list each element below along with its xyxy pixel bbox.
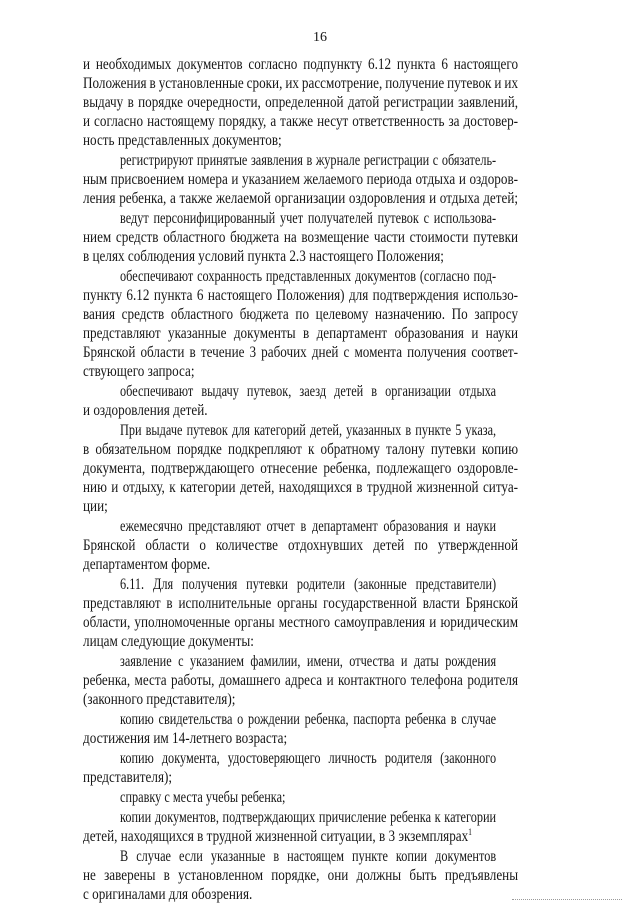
text-line xyxy=(83,324,630,343)
text-line xyxy=(120,749,630,768)
text-line xyxy=(83,74,630,93)
text-line-content: представляют указанные документы в департамент образования и науки xyxy=(83,325,519,342)
text-line-content: и согласно настоящему порядку, а также несут ответственность за достовер- xyxy=(83,113,519,130)
text-line xyxy=(83,497,630,516)
text-line-content: выдачу в порядке очередности, определенной датой регистрации заявлений, xyxy=(83,94,519,111)
text-line-content: копию документа, удостоверяющего личность родителя (законного xyxy=(120,750,497,767)
text-line xyxy=(120,788,630,807)
text-line-content: ребенка, места работы, домашнего адреса и контактного телефона родителя xyxy=(83,672,519,689)
text-line-content: 6.11. Для получения путевки родители (законные представители) xyxy=(120,576,497,593)
text-line xyxy=(83,440,630,459)
text-line-content: ным присвоением номера и указанием желаемого периода отдыха и оздоров- xyxy=(83,171,519,188)
text-line xyxy=(83,93,630,112)
text-line xyxy=(83,690,630,709)
page-number: 16 xyxy=(313,30,327,45)
text-line-content: копию свидетельства о рождении ребенка, паспорта ребенка в случае xyxy=(120,711,497,728)
text-line-content: Брянской области в течение 3 рабочих дней с момента получения соответ- xyxy=(83,344,519,361)
text-line-content: При выдаче путевок для категорий детей, указанных в пункте 5 указа, xyxy=(120,422,497,439)
text-line-content: документа, подтверждающего отнесение ребенка, подлежащего оздоровле- xyxy=(83,460,519,477)
text-line-content: нием средств областного бюджета на возмещение части стоимости путевки xyxy=(83,229,519,246)
text-line xyxy=(83,613,630,632)
text-line xyxy=(83,286,630,305)
text-line xyxy=(83,729,630,748)
text-line xyxy=(83,112,630,131)
text-line xyxy=(83,555,630,574)
text-line-content: ведут персонифицированный учет получателей путевок с использова- xyxy=(120,210,497,227)
text-line-content: ежемесячно представляют отчет в департамент образования и науки xyxy=(120,518,497,535)
text-line xyxy=(120,710,630,729)
text-line-content: ствующего запроса; xyxy=(83,363,195,380)
text-line-content: Брянской области о количестве отдохнувших детей по утвержденной xyxy=(83,537,519,554)
footnote-marker: 1 xyxy=(468,827,473,837)
text-line xyxy=(83,131,630,150)
text-line xyxy=(83,536,630,555)
text-line xyxy=(83,478,630,497)
text-line xyxy=(120,267,630,286)
text-line-content: представляют в исполнительные органы государственной власти Брянской xyxy=(83,595,519,612)
text-line-content: (законного представителя); xyxy=(83,691,236,708)
text-line-content: ность представленных документов; xyxy=(83,132,282,149)
text-line xyxy=(83,632,630,651)
text-line xyxy=(83,228,630,247)
text-line-content: ции; xyxy=(83,498,108,515)
text-line-content: области, уполномоченные органы местного самоуправления и юридическим xyxy=(83,614,519,631)
text-line xyxy=(83,247,630,266)
text-line xyxy=(83,866,630,885)
text-line xyxy=(83,343,630,362)
text-line xyxy=(83,401,630,420)
text-line-content: обеспечивают сохранность представленных документов (согласно под- xyxy=(120,268,497,285)
text-line xyxy=(83,827,630,846)
text-line xyxy=(120,847,630,866)
text-line-content: в целях соблюдения условий пункта 2.3 настоящего Положения; xyxy=(83,248,444,265)
text-line-content: справку с места учебы ребенка; xyxy=(120,789,286,806)
text-line-content: департаментом форме. xyxy=(83,556,211,573)
text-line-content: копии документов, подтверждающих причисление ребенка к категории xyxy=(120,809,497,826)
text-line xyxy=(120,808,630,827)
text-line-content: и оздоровления детей. xyxy=(83,402,208,419)
text-line-content: лицам следующие документы: xyxy=(83,633,254,650)
text-line-content: не заверены в установленном порядке, они должны быть предъявлены xyxy=(83,867,519,884)
text-line-content: представителя); xyxy=(83,769,173,786)
text-line xyxy=(120,575,630,594)
text-line xyxy=(83,55,630,74)
text-line-content: в обязательном порядке подкрепляют к обратному талону путевки копию xyxy=(83,441,519,458)
text-line xyxy=(83,671,630,690)
text-line xyxy=(120,517,630,536)
text-line xyxy=(120,652,630,671)
text-line xyxy=(83,170,630,189)
text-line xyxy=(83,189,630,208)
text-line-content: Положения в установленные сроки, их рассмотрение, получение путевок и их xyxy=(83,75,519,92)
text-line-content: ления ребенка, а также желаемой организации оздоровления и отдыха детей; xyxy=(83,190,519,207)
text-line xyxy=(83,459,630,478)
text-line xyxy=(120,209,630,228)
text-line xyxy=(120,151,630,170)
text-line-content: заявление с указанием фамилии, имени, отчества и даты рождения xyxy=(120,653,497,670)
text-line xyxy=(83,594,630,613)
text-line xyxy=(120,421,630,440)
text-line-content: регистрируют принятые заявления в журнале регистрации с обязатель- xyxy=(120,152,497,169)
text-line-content: и необходимых документов согласно подпункту 6.12 пункта 6 настоящего xyxy=(83,56,519,73)
text-line-content: нию и отдыху, к категории детей, находящихся в трудной жизненной ситуа- xyxy=(83,479,519,496)
text-line-content: достижения им 14-летнего возраста; xyxy=(83,730,288,747)
text-line-content: детей, находящихся в трудной жизненной ситуации, в 3 экземплярах xyxy=(83,828,469,845)
text-line xyxy=(120,382,630,401)
text-line xyxy=(83,768,630,787)
text-line-content: обеспечивают выдачу путевок, заезд детей в организации отдыха xyxy=(120,383,497,400)
text-line-content: вания средств областного бюджета по целевому назначению. По запросу xyxy=(83,306,519,323)
text-line-content: с оригиналами для обозрения. xyxy=(83,886,253,903)
scan-edge-mark xyxy=(512,899,622,900)
text-line-content: пункту 6.12 пункта 6 настоящего Положения) для подтверждения использо- xyxy=(83,287,519,304)
text-line xyxy=(83,305,630,324)
text-line-content: В случае если указанные в настоящем пункте копии документов xyxy=(120,848,497,865)
text-line xyxy=(83,885,630,904)
text-line xyxy=(83,362,630,381)
